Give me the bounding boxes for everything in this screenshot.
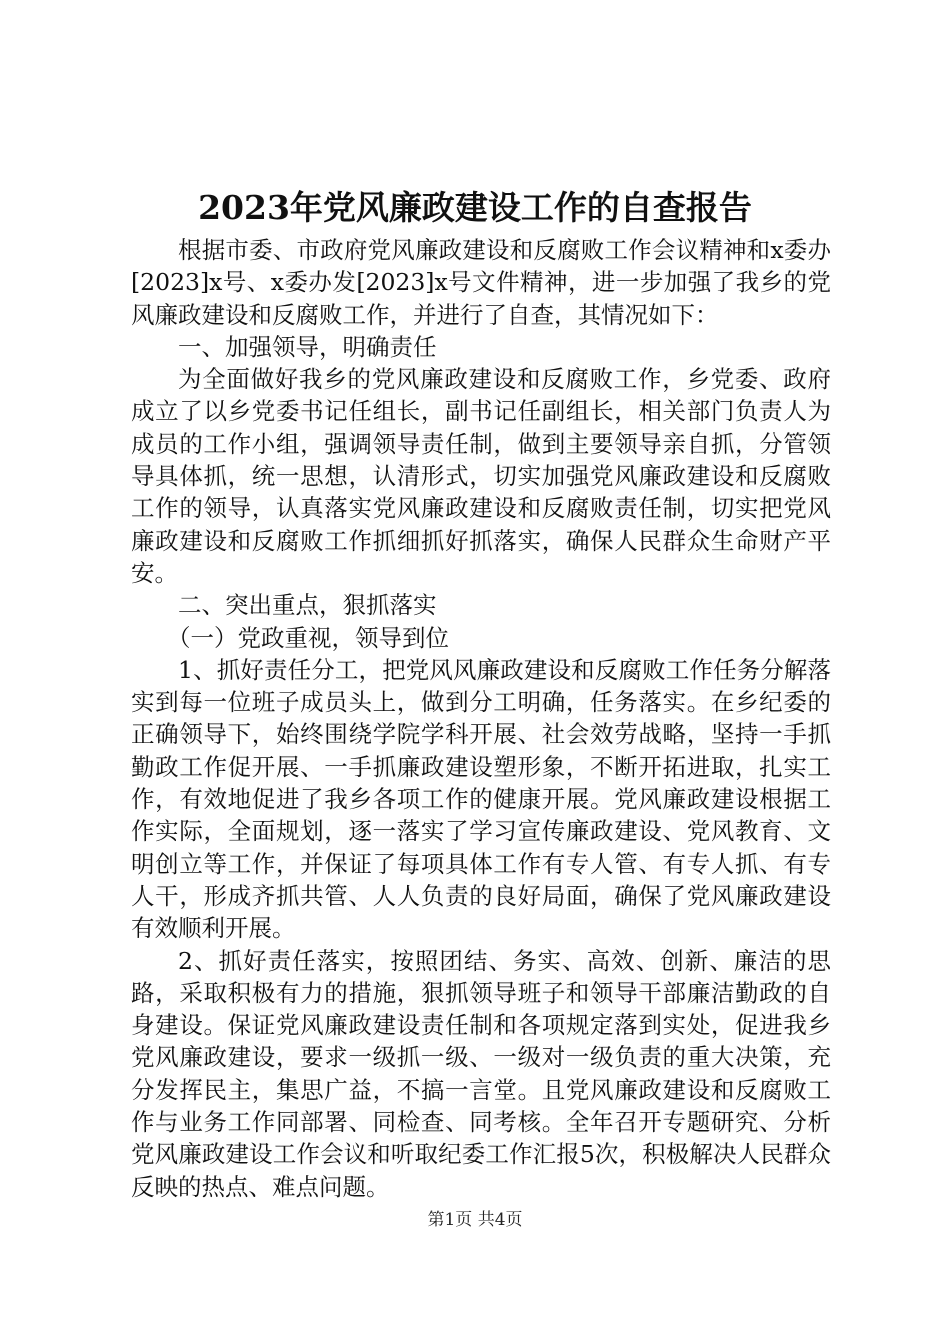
page-footer: 第1页 共4页 — [427, 1210, 523, 1230]
section-2-heading: 二、突出重点，狠抓落实 — [178, 591, 437, 620]
item-1-paragraph: 1、抓好责任分工，把党风风廉政建设和反腐败工作任务分解落实到每一位班子成员头上，做到分工明确，任务落实。在乡纪委的正确领导下，始终围绕学院学科开展、社会效劳战略，坚持一手抓勤政工作促开展、一手抓廉政建设塑形象，不断开拓进取，扎实工作，有效地促进了我乡各项工作的健康开展。党风廉政建设根据工作实际，全面规划，逐一落实了学习宣传廉政建设、党风教育、文明创立等工作，并保证了每项具体工作有专人管、有专人抓、有专人干，形成齐抓共管、人人负责的良好局面，确保了党风廉政建设有效顺利开展。 — [131, 655, 831, 943]
section-1-paragraph: 为全面做好我乡的党风廉政建设和反腐败工作，乡党委、政府成立了以乡党委书记任组长，副书记任副组长，相关部门负责人为成员的工作小组，强调领导责任制，做到主要领导亲自抓，分管领导具体抓，统一思想，认清形式，切实加强党风廉政建设和反腐败工作的领导，认真落实党风廉政建设和反腐败责任制，切实把党风廉政建设和反腐败工作抓细抓好抓落实，确保人民群众生命财产平安。 — [131, 365, 831, 587]
item-2-paragraph: 2、抓好责任落实，按照团结、务实、高效、创新、廉洁的思路，采取积极有力的措施，狠抓领导班子和领导干部廉洁勤政的自身建设。保证党风廉政建设责任制和各项规定落到实处，促进我乡党风廉政建设，要求一级抓一级、一级对一级负责的重大决策，充分发挥民主，集思广益，不搞一言堂。且党风廉政建设和反腐败工作与业务工作同部署、同检查、同考核。全年召开专题研究、分析党风廉政建设工作会议和听取纪委工作汇报5次，积极解决人民群众反映的热点、难点问题。 — [131, 946, 831, 1201]
document-title: 2023年党风廉政建设工作的自查报告 — [198, 188, 752, 227]
intro-paragraph: 根据市委、市政府党风廉政建设和反腐败工作会议精神和x委办[2023]x号、x委办发[2023]x号文件精神，进一步加强了我乡的党风廉政建设和反腐败工作，并进行了自查，其情况如下： — [131, 236, 831, 329]
document-body — [131, 234, 831, 1203]
section-2-subheading-1: （一）党政重视，领导到位 — [167, 623, 449, 652]
section-1-heading: 一、加强领导，明确责任 — [178, 332, 437, 361]
